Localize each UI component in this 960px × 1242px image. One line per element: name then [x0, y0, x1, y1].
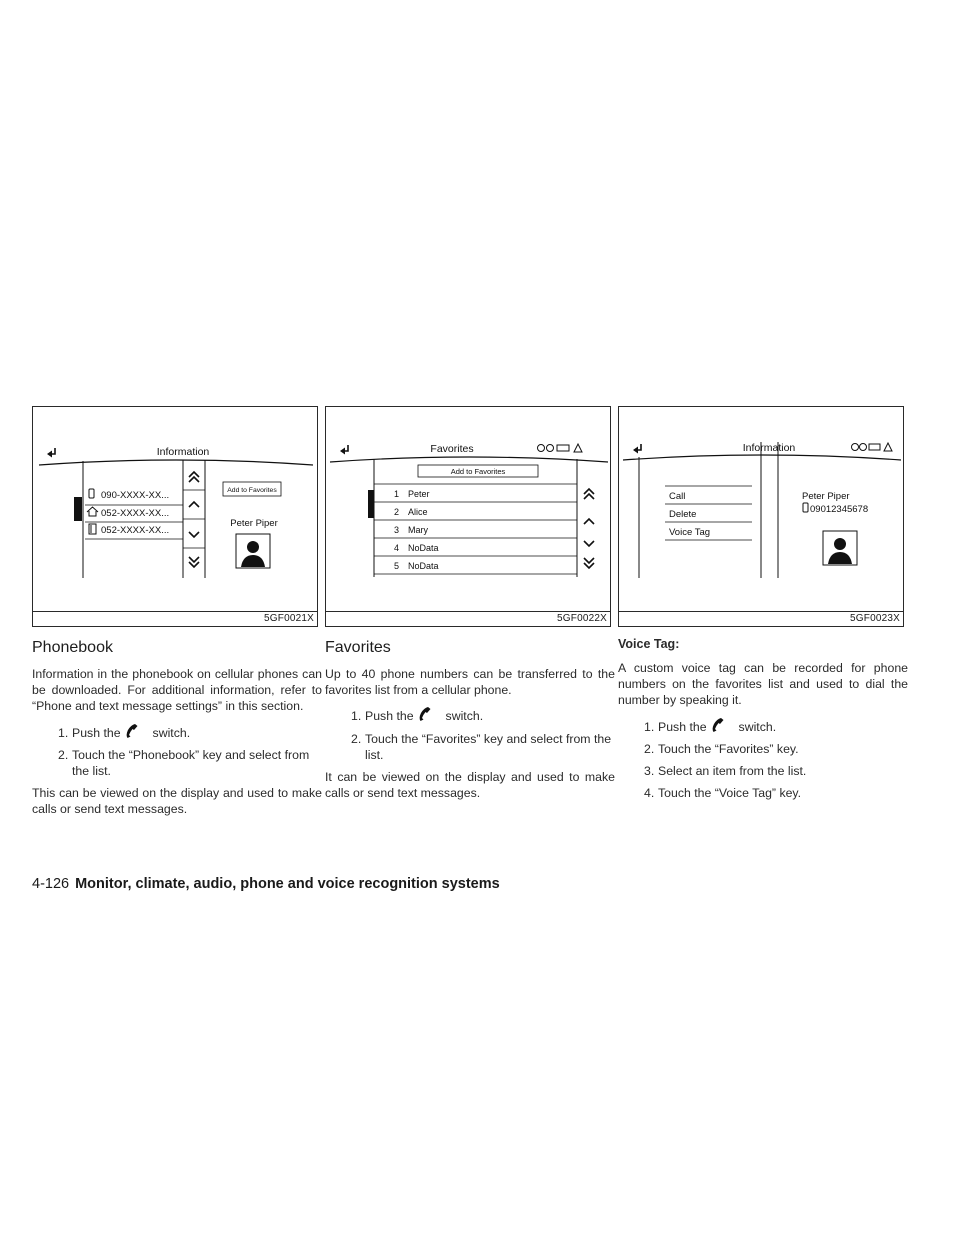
signal-icon: [884, 443, 892, 451]
scroll-up-icon: [189, 502, 199, 507]
phone-switch-icon: [125, 723, 139, 739]
favorites-screen-illustration: [326, 407, 612, 613]
add-to-favorites-label: Add to Favorites: [450, 467, 506, 476]
favorite-row-1: Peter: [408, 489, 430, 499]
phonebook-step-2: 2. Touch the “Phonebook” key and select from the list.: [58, 747, 310, 779]
scroll-down-icon: [189, 532, 199, 537]
phonebook-intro: Information in the phonebook on cellular phones can be downloaded. For additional information, refer to “Phone and text message settings” in this section.: [32, 667, 322, 714]
screen-title: Information: [742, 442, 796, 454]
phone-status-icon: [860, 444, 867, 451]
contact-name: Peter Piper: [802, 491, 850, 502]
mobile-phone-icon: [803, 503, 808, 512]
avatar-icon: [247, 541, 259, 553]
phone-switch-icon: [418, 706, 432, 722]
bluetooth-icon: [538, 445, 545, 452]
selection-marker: [74, 497, 82, 521]
phonebook-steps: [32, 723, 322, 780]
figure-caption: 5GF0021X: [33, 611, 317, 626]
home-icon: [87, 507, 98, 516]
section-voice-tag: [618, 628, 908, 807]
phonebook-outro: This can be viewed on the display and used to make calls or send text messages.: [32, 786, 322, 817]
voicetag-intro: A custom voice tag can be recorded for phone numbers on the favorites list and used to dial the number by speaking it.: [618, 661, 908, 708]
svg-text:4: 4: [394, 543, 400, 553]
battery-icon: [557, 445, 569, 451]
mobile-phone-icon: [89, 489, 94, 498]
page-number: 4-126: [32, 876, 70, 892]
phonebook-row-1: 090-XXXX-XX...: [101, 490, 170, 501]
voicetag-steps: [618, 717, 908, 802]
header-curve: [39, 460, 313, 465]
back-arrow-head: [47, 451, 52, 458]
phone-status-icon: [547, 445, 554, 452]
voicetag-step-3: 3. Select an item from the list.: [644, 764, 807, 779]
svg-text:5: 5: [394, 561, 400, 571]
office-icon: [89, 524, 96, 534]
voicetag-step-1: 1. Push the switch.: [618, 717, 908, 735]
favorite-row-5: NoData: [408, 561, 439, 571]
signal-icon: [574, 444, 582, 452]
favorite-row-2: Alice: [408, 507, 428, 517]
screen-title: Information: [156, 446, 210, 458]
favorites-outro: It can be viewed on the display and used to make calls or send text messages.: [325, 770, 615, 801]
voicetag-step-4: 4. Touch the “Voice Tag” key.: [644, 786, 802, 801]
section-favorites: [325, 628, 615, 809]
contact-number: 09012345678: [810, 504, 869, 515]
figure-caption: 5GF0023X: [619, 611, 903, 626]
favorite-info-screen-illustration: [619, 407, 905, 613]
section-phonebook: [32, 628, 322, 826]
menu-delete: Delete: [669, 509, 697, 520]
heading-phonebook: Phonebook: [32, 639, 113, 656]
chapter-title: Monitor, climate, audio, phone and voice recognition systems: [75, 876, 500, 892]
heading-voice-tag: Voice Tag:: [618, 637, 680, 651]
figure-favorites-screen: [325, 406, 611, 627]
favorites-steps: [325, 706, 615, 763]
bluetooth-icon: [852, 444, 859, 451]
favorites-intro: Up to 40 phone numbers can be transferred to the favorites list from a cellular phone.: [325, 667, 615, 698]
contact-name: Peter Piper: [230, 518, 278, 529]
phonebook-row-3: 052-XXXX-XX...: [101, 525, 170, 536]
figure-phonebook-screen: [32, 406, 318, 627]
add-to-favorites-label: Add to Favorites: [227, 487, 277, 494]
favorite-row-3: Mary: [408, 525, 428, 535]
phonebook-row-2: 052-XXXX-XX...: [101, 508, 170, 519]
favorites-step-2: 2. Touch the “Favorites” key and select from the list.: [351, 731, 612, 762]
phone-switch-icon: [711, 717, 725, 733]
heading-favorites: Favorites: [325, 639, 391, 656]
selection-marker: [368, 490, 374, 518]
screen-title: Favorites: [430, 443, 474, 455]
menu-call: Call: [669, 491, 686, 502]
page-footer: [32, 876, 500, 892]
page-up-icon: [584, 489, 594, 499]
phonebook-step-1: 1. Push the switch.: [32, 723, 322, 741]
favorite-row-4: NoData: [408, 543, 439, 553]
svg-text:1: 1: [394, 489, 400, 499]
voicetag-step-2: 2. Touch the “Favorites” key.: [644, 741, 799, 756]
figure-favorite-info-screen: [618, 406, 904, 627]
svg-text:2: 2: [394, 507, 400, 517]
figure-caption: 5GF0022X: [326, 611, 610, 626]
scroll-up-icon: [584, 519, 594, 524]
page-up-icon: [189, 472, 199, 482]
page-down-icon: [189, 557, 199, 567]
page-down-icon: [584, 558, 594, 568]
menu-voice-tag: Voice Tag: [669, 527, 711, 538]
favorites-step-1: 1. Push the switch.: [325, 706, 615, 724]
scroll-down-icon: [584, 541, 594, 546]
svg-text:3: 3: [394, 525, 400, 535]
battery-icon: [869, 444, 880, 450]
avatar-icon: [834, 538, 846, 550]
phonebook-screen-illustration: [33, 407, 319, 613]
